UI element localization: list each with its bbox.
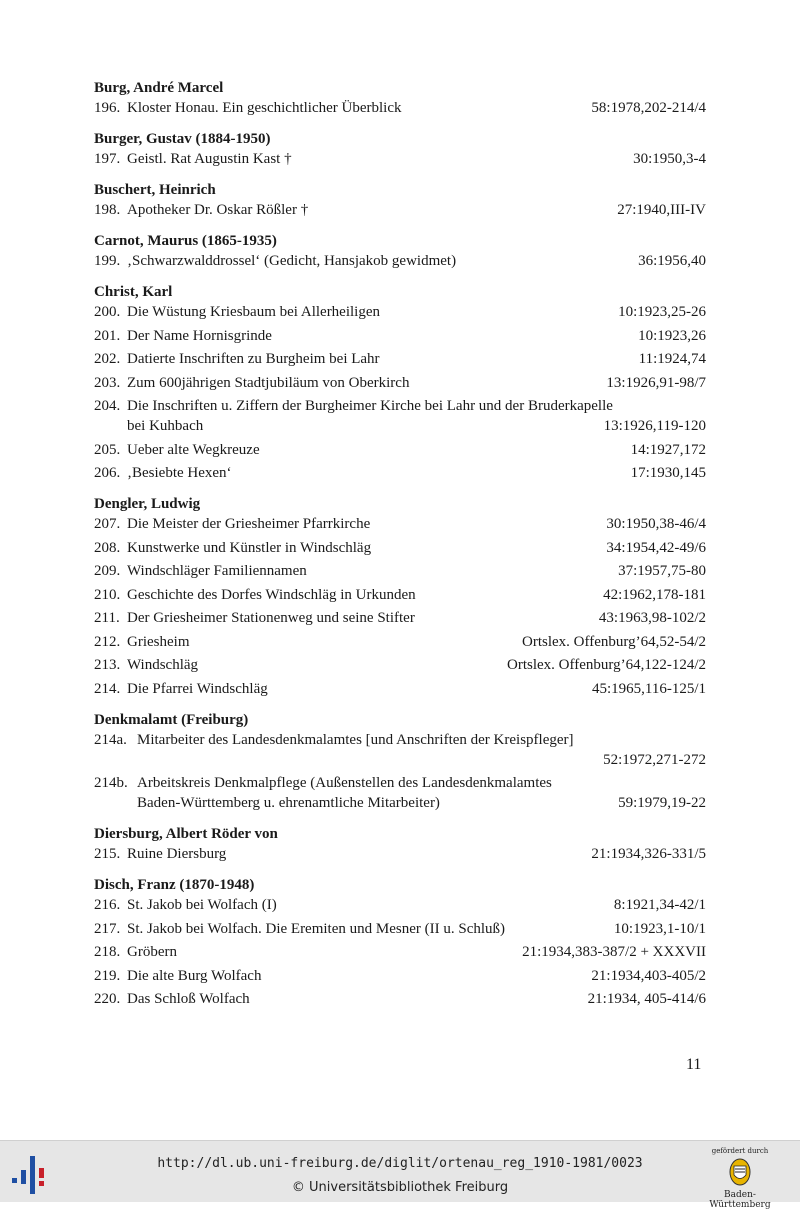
entry-number: 196.: [94, 100, 121, 116]
entry-reference: 21:1934,383-387/2 + XXXVII: [522, 944, 706, 960]
entry-reference: 45:1965,116-125/1: [591, 680, 706, 697]
entry-reference: 42:1962,178-181: [603, 586, 706, 603]
entry-reference: 27:1940,III-IV: [617, 202, 706, 218]
entry-number: 220.: [94, 991, 121, 1007]
entry-title: ‚Besiebte Hexen‘: [127, 465, 232, 481]
entry-reference: 21:1934,403-405/2: [591, 967, 706, 984]
author-section: [94, 180, 706, 220]
register-entry: [94, 149, 706, 169]
entry-number: 217.: [94, 920, 121, 937]
entry-number: 209.: [94, 563, 121, 579]
entry-number: 211.: [94, 610, 120, 626]
entry-reference: 34:1954,42-49/6: [606, 539, 706, 556]
funder-caption: gefördert durch: [711, 1147, 769, 1155]
crest-icon: [729, 1157, 751, 1187]
entry-title: Apotheker Dr. Oskar Rößler †: [127, 202, 309, 218]
entry-title-continued: Baden-Württemberg u. ehrenamtliche Mitarbeiter): [137, 795, 440, 811]
entry-title: Windschläger Familiennamen: [127, 563, 307, 579]
entry-title: Die Wüstung Kriesbaum bei Allerheiligen: [127, 304, 381, 320]
entry-title: Die Meister der Griesheimer Pfarrkirche: [127, 516, 371, 532]
entry-number: 207.: [94, 516, 121, 532]
author-heading: Burg, André Marcel: [94, 80, 224, 96]
register-entry: [94, 463, 706, 483]
entry-reference: 17:1930,145: [630, 465, 706, 481]
entry-reference: 30:1950,3-4: [633, 151, 706, 167]
entry-title: Der Name Hornisgrinde: [127, 327, 272, 344]
entry-reference: 58:1978,202-214/4: [591, 100, 706, 116]
author-section: [94, 494, 706, 699]
entry-number: 205.: [94, 441, 121, 458]
author-heading: Dengler, Ludwig: [94, 496, 201, 512]
entry-title: ‚Schwarzwalddrossel‘ (Gedicht, Hansjakob gewidmet): [127, 253, 457, 269]
register-entry: [94, 655, 706, 675]
entry-reference: 59:1979,19-22: [618, 795, 706, 811]
register-entry: [94, 895, 706, 915]
register-entry: [94, 608, 706, 628]
entry-reference: 11:1924,74: [638, 351, 706, 367]
entry-reference: 10:1923,26: [638, 327, 706, 344]
register-entry: [94, 326, 706, 346]
entry-title: Geistl. Rat Augustin Kast †: [127, 151, 292, 167]
entry-reference: Ortslex. Offenburg’64,52-54/2: [522, 633, 706, 650]
entry-reference: 13:1926,119-120: [603, 418, 706, 434]
entry-number: 214b.: [94, 775, 128, 791]
author-heading: Disch, Franz (1870-1948): [94, 877, 255, 893]
document-url[interactable]: http://dl.ub.uni-freiburg.de/diglit/ortenau_reg_1910-1981/0023: [157, 1156, 643, 1171]
register-entry: [94, 538, 706, 558]
copyright-notice: © Universitätsbibliothek Freiburg: [291, 1180, 509, 1195]
author-section: [94, 231, 706, 271]
author-heading: Christ, Karl: [94, 284, 173, 300]
register-entry: [94, 561, 706, 581]
entry-reference: 14:1927,172: [630, 441, 706, 458]
entry-reference: Ortslex. Offenburg’64,122-124/2: [507, 657, 706, 673]
entry-title: Kunstwerke und Künstler in Windschläg: [127, 539, 372, 556]
entry-number: 203.: [94, 374, 121, 391]
entry-number: 218.: [94, 944, 121, 960]
entry-number: 208.: [94, 539, 121, 556]
entry-reference: 21:1934,326-331/5: [591, 846, 706, 862]
entry-title: Die Inschriften u. Ziffern der Burgheimer Kirche bei Lahr und der Bruderkapelle: [127, 398, 613, 414]
entry-title: Zum 600jährigen Stadtjubiläum von Oberkirch: [127, 374, 410, 391]
entry-title-continued: bei Kuhbach: [127, 418, 204, 434]
entry-number: 214.: [94, 680, 121, 697]
entry-title: Der Griesheimer Stationenweg und seine Stifter: [127, 610, 415, 626]
funder-name: Baden-Württemberg: [709, 1190, 771, 1210]
entry-title-continued: [137, 750, 593, 770]
entry-number: 206.: [94, 465, 121, 481]
author-heading: Buschert, Heinrich: [94, 182, 216, 198]
entry-title: Die Pfarrei Windschläg: [127, 680, 268, 697]
author-heading: Denkmalamt (Freiburg): [94, 711, 249, 728]
register-entry: [94, 349, 706, 369]
entry-reference: 43:1963,98-102/2: [598, 610, 706, 626]
entry-number: 212.: [94, 633, 121, 650]
register-entry: [94, 632, 706, 652]
entry-number: 200.: [94, 304, 121, 320]
entry-number: 204.: [94, 398, 121, 414]
entry-title: Gröbern: [127, 944, 177, 960]
entry-reference: 52:1972,271-272: [603, 751, 706, 768]
author-heading: Carnot, Maurus (1865-1935): [94, 233, 277, 249]
register-entry: [94, 919, 706, 939]
entry-reference: 21:1934, 405-414/6: [587, 991, 706, 1007]
register-entry: [94, 200, 706, 220]
entry-number: 202.: [94, 351, 121, 367]
entry-number: 201.: [94, 327, 121, 344]
entry-reference: 8:1921,34-42/1: [613, 897, 706, 913]
entry-number: 210.: [94, 586, 121, 603]
register-entry: [94, 585, 706, 605]
author-section: [94, 710, 706, 814]
entry-title: Datierte Inschriften zu Burgheim bei Lahr: [127, 351, 380, 367]
entry-title: Die alte Burg Wolfach: [127, 967, 262, 984]
entry-reference: 30:1950,38-46/4: [606, 516, 706, 532]
entry-number: 214a.: [94, 731, 127, 748]
register-entry: [94, 251, 706, 271]
entry-number: 213.: [94, 657, 121, 673]
entry-title: Windschläg: [127, 657, 199, 673]
entry-title: Arbeitskreis Denkmalpflege (Außenstellen des Landesdenkmalamtes: [137, 775, 552, 791]
entry-title: Geschichte des Dorfes Windschläg in Urkunden: [127, 586, 416, 603]
entry-number: 198.: [94, 202, 121, 218]
register-entry: [94, 730, 706, 770]
author-section: [94, 282, 706, 483]
entry-number: 215.: [94, 846, 121, 862]
register-entry: [94, 844, 706, 864]
entry-number: 216.: [94, 897, 121, 913]
author-heading: Diersburg, Albert Röder von: [94, 826, 278, 842]
entry-reference: 10:1923,25-26: [618, 304, 706, 320]
register-entry: [94, 302, 706, 322]
register-entry: [94, 773, 706, 813]
entry-reference: 10:1923,1-10/1: [613, 920, 706, 937]
register-entry: [94, 942, 706, 962]
entry-number: 199.: [94, 253, 121, 269]
register-entry: [94, 989, 706, 1009]
author-section: [94, 78, 706, 118]
register-entry: [94, 373, 706, 393]
register-entry: [94, 98, 706, 118]
entry-number: 219.: [94, 967, 121, 984]
entry-title: Ueber alte Wegkreuze: [127, 441, 260, 458]
entry-title: Kloster Honau. Ein geschichtlicher Überblick: [127, 100, 402, 116]
register-entry: [94, 966, 706, 986]
register-entry: [94, 440, 706, 460]
author-section: [94, 129, 706, 169]
entry-title: Ruine Diersburg: [127, 846, 227, 862]
entry-title: St. Jakob bei Wolfach. Die Eremiten und Mesner (II u. Schluß): [127, 920, 506, 937]
author-section: [94, 875, 706, 1009]
entry-reference: 13:1926,91-98/7: [606, 374, 706, 391]
entry-title: Mitarbeiter des Landesdenkmalamtes [und Anschriften der Kreispfleger]: [137, 731, 574, 748]
viewer-footer: [0, 1140, 800, 1210]
author-section: [94, 824, 706, 864]
author-heading: Burger, Gustav (1884-1950): [94, 131, 271, 147]
entry-title: St. Jakob bei Wolfach (I): [127, 897, 277, 913]
register-entry: [94, 679, 706, 699]
entry-number: 197.: [94, 151, 121, 167]
register-list: [94, 78, 706, 1020]
page-number: 11: [686, 1056, 702, 1073]
register-entry: [94, 396, 706, 436]
register-entry: [94, 514, 706, 534]
entry-title: Griesheim: [127, 633, 190, 650]
entry-reference: 37:1957,75-80: [618, 563, 706, 579]
entry-title: Das Schloß Wolfach: [127, 991, 250, 1007]
entry-reference: 36:1956,40: [638, 253, 706, 269]
funder-logo: [694, 1147, 786, 1210]
